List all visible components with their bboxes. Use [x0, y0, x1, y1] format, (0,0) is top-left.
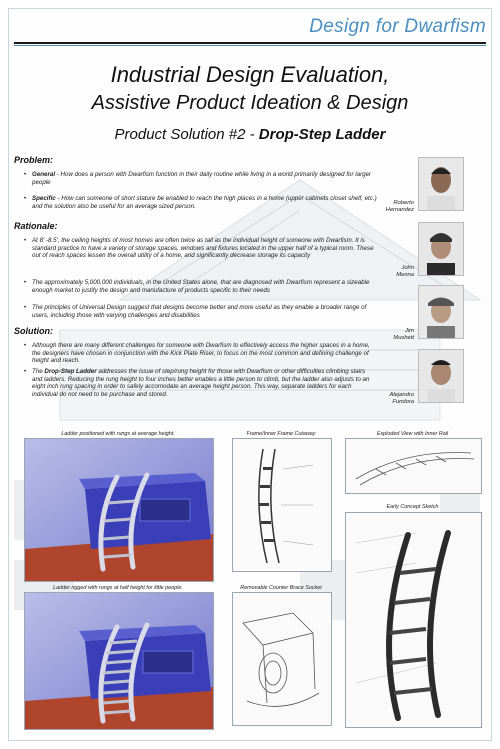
bullet-icon: • [24, 369, 27, 375]
solution-item-2-bold: Drop-Step Ladder [44, 368, 97, 375]
team-photo-jim [418, 285, 464, 339]
sketch-exploded-view [345, 438, 482, 494]
general-text: - How does a person with Dwarfism function in their daily routine while living in a world primarily designed for larger people [32, 171, 372, 186]
poster-title-line-1: Industrial Design Evaluation, [110, 62, 390, 87]
bullet-icon: • [24, 238, 27, 244]
subtitle-prefix: Product Solution #2 - [114, 126, 259, 143]
rationale-item-1: At 8' -8.5', the ceiling heights of most homes are often twice as tall as the individual height of someone with Dwarfism. It is standard practice to have a variety of storage spaces, windows and fixtures located in the upper half of a typical room. These out of reach spaces lessen the overall utility of a home, and significantly decrease storage its capacity [32, 237, 374, 260]
subtitle-product-name: Drop-Step Ladder [258, 126, 386, 143]
first-name: Jim [404, 328, 414, 334]
caption-frame-cutaway: Frame/Inner Frame Cutaway [246, 431, 316, 437]
team-name-john [370, 265, 414, 279]
caption-exploded-view: Exploded View with Inner Rail [376, 431, 449, 437]
specific-label: Specific [32, 195, 56, 202]
brand-title: Design for Dwarfism [309, 16, 486, 37]
last-name: Mushett [393, 335, 414, 341]
rationale-heading: Rationale: [14, 221, 58, 231]
poster-title-line-2: Assistive Product Ideation & Design [91, 92, 409, 114]
solution-item-2 [32, 368, 377, 398]
problem-heading: Problem: [14, 155, 54, 165]
first-name: Alejandro [389, 392, 414, 398]
rationale-item-2: The approximately 5,000,000 individuals, in the United States alone, that are diagnosed with Dwarfism represent a sizeable enough market to justify the design and manufacture of products specific to their needs [32, 279, 370, 294]
team-name-roberto [370, 200, 414, 214]
caption-early-sketch: Early Concept Sketch [386, 504, 439, 510]
header-divider-accent [14, 45, 486, 46]
sketch-early-concept [345, 512, 482, 728]
first-name: Roberto [393, 200, 414, 206]
solution-item-2-prefix: The [32, 368, 45, 375]
team-photo-john [418, 222, 464, 276]
solution-item-1: Although there are many different challenges for someone with Dwarfism to effectively access the higher spaces in a home, the designers have chosen in conjunction with the Kick Plate Riser, to focus on the most common and defining challenge of height and reach. [32, 342, 370, 365]
header-divider [14, 42, 486, 44]
solution-heading: Solution: [14, 326, 53, 336]
caption-ladder-half: Ladder rigged with rungs at half height for little people. [53, 585, 183, 591]
bullet-icon: • [24, 343, 27, 349]
general-label: General [32, 171, 56, 178]
rationale-item-3: The principles of Universal Design suggest that designs become better and more useful as they enable a broader range of users, including those with varying challenges and disabilities [32, 304, 367, 319]
bullet-icon: • [24, 305, 27, 311]
product-subtitle [0, 126, 500, 143]
specific-text: - How can someone of short stature be enabled to reach the high places in a home (upper cabinets closet shelf, etc.) and the solution also be useful for an average sized person. [32, 195, 377, 210]
team-name-jim [370, 328, 414, 342]
caption-ladder-average: Ladder positioned with rungs at average height. [61, 431, 175, 437]
solution-item-2-text: addresses the issue of step/rung height for those with Dwarfism or other difficulties climbing stairs and ladders. Reducing the rung height to four inches better enables a little person to climb, but the ladder also adjusts to an eight inch rung spacing in order to safely accomodate an average height person. This way, separate ladders for each individual do not need to be purchase and stored. [32, 368, 370, 398]
caption-brace-socket: Removable Counter Brace Socket [240, 585, 322, 591]
sketch-brace-socket [232, 592, 332, 726]
team-photo-roberto [418, 157, 464, 211]
first-name: John [401, 265, 414, 271]
render-ladder-average-height [24, 438, 214, 582]
render-ladder-half-height [24, 592, 214, 730]
sketch-frame-cutaway [232, 438, 332, 572]
team-name-alejandro [370, 392, 414, 406]
last-name: Hernandez [385, 207, 414, 213]
last-name: Fundora [392, 399, 414, 405]
problem-general [32, 171, 377, 186]
team-photo-alejandro [418, 349, 464, 403]
bullet-icon: • [24, 172, 27, 178]
last-name: Menna [396, 272, 414, 278]
bullet-icon: • [24, 196, 27, 202]
problem-specific [32, 195, 377, 210]
bullet-icon: • [24, 280, 27, 286]
